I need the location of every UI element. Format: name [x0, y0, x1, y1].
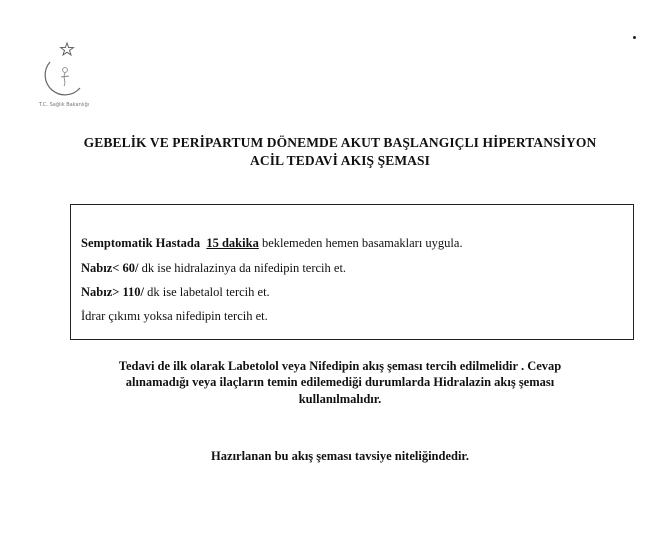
document-title-line-1: GEBELİK VE PERİPARTUM DÖNEMDE AKUT BAŞLANGIÇLI HİPERTANSİYON — [83, 135, 597, 150]
instruction-label: Nabız< 60/ — [81, 261, 139, 275]
corner-mark — [633, 36, 636, 39]
instruction-symptomatic — [81, 236, 463, 251]
instruction-text: dk ise labetalol tercih et. — [147, 285, 270, 299]
advisory-note: Hazırlanan bu akış şeması tavsiye niteliğindedir. — [211, 449, 469, 463]
time-highlight: 15 dakika — [206, 236, 259, 250]
instruction-low-pulse — [81, 261, 346, 276]
crescent-star-emblem-icon — [34, 40, 94, 102]
document-title-line-2: ACİL TEDAVİ AKIŞ ŞEMASI — [250, 153, 430, 168]
instruction-label: Semptomatik Hastada — [81, 236, 201, 250]
treatment-paragraph-line-2: alınamadığı veya ilaçların temin edilemediği durumlarda Hidralazin akış şeması — [125, 375, 555, 389]
logo-caption: T.C. Sağlık Bakanlığı — [38, 102, 90, 108]
treatment-paragraph-line-1: Tedavi de ilk olarak Labetolol veya Nifedipin akış şeması tercih edilmelidir . Cevap — [118, 359, 562, 373]
instruction-text: beklemeden hemen basamakları uygula. — [261, 236, 463, 250]
treatment-paragraph-line-3: kullanılmalıdır. — [298, 392, 382, 406]
instruction-high-pulse — [81, 285, 270, 300]
instruction-label: Nabız> 110/ — [81, 285, 145, 299]
ministry-logo — [34, 40, 94, 118]
instruction-text: İdrar çıkımı yoksa nifedipin tercih et. — [81, 309, 268, 323]
instruction-text: dk ise hidralazinya da nifedipin tercih et. — [141, 261, 347, 275]
instructions-box — [70, 204, 634, 340]
instruction-urine-output — [81, 309, 268, 324]
